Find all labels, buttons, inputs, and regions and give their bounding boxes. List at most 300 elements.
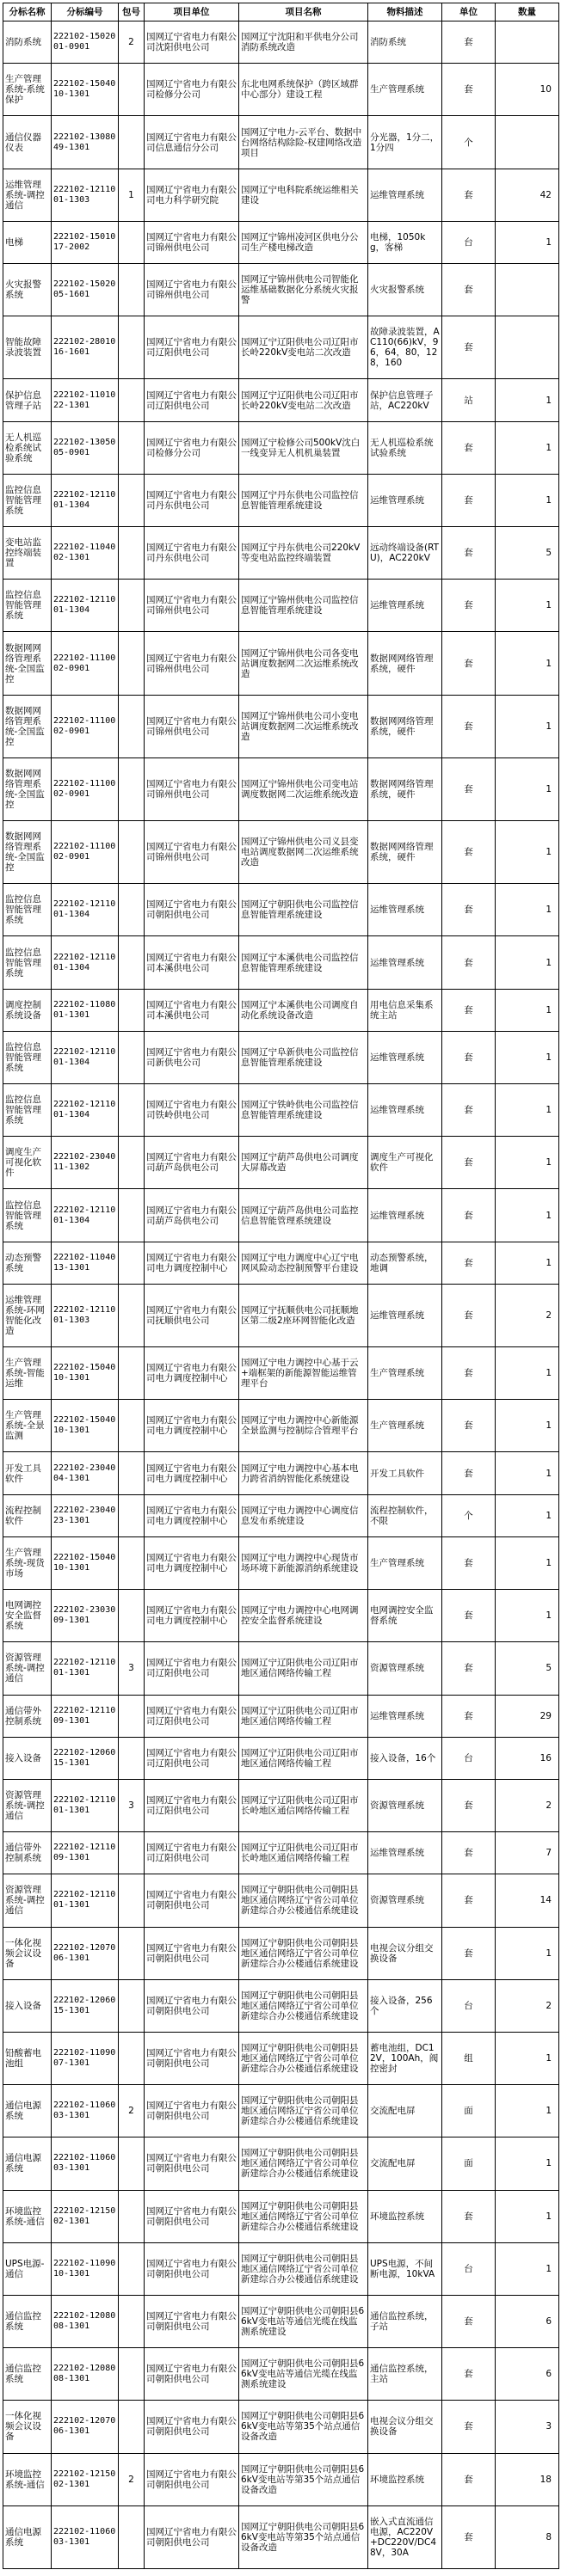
cell-subbid-code: 222102-1211001-1301 [52, 1642, 119, 1695]
cell-project-unit: 国网辽宁省电力有限公司电力调度控制中心 [145, 1242, 239, 1284]
cell-material-desc: 数据网网络管理系统，硬件 [368, 821, 442, 884]
cell-project-unit: 国网辽宁省电力有限公司锦州供电公司 [145, 580, 239, 632]
cell-project-name: 国网辽宁朝阳供电公司朝阳县66kV变电站等第35个站点通信设备改造 [239, 2401, 368, 2453]
cell-package [119, 580, 145, 632]
cell-project-name: 国网辽宁朝阳供电公司朝阳县地区通信网络辽宁省公司单位新建综合办公楼通信系统建设 [239, 2137, 368, 2190]
cell-subbid-name: 资源管理系统-调控通信 [3, 1874, 52, 1927]
cell-project-name: 国网辽宁辽阳供电公司辽阳市长岭地区通信网络传输工程 [239, 1779, 368, 1831]
cell-subbid-name: 一体化视频会议设备 [3, 2401, 52, 2453]
cell-package [119, 1031, 145, 1083]
cell-material-desc: 电梯，1050kg，客梯 [368, 221, 442, 263]
table-row [3, 884, 559, 936]
cell-package [119, 2190, 145, 2242]
cell-subbid-code: 222102-1211001-1301 [52, 1874, 119, 1927]
cell-quantity: 7 [496, 1832, 559, 1874]
cell-uom: 面 [442, 2085, 496, 2137]
cell-subbid-code: 222102-2304011-1302 [52, 1137, 119, 1189]
cell-project-name: 国网辽宁电力调控中心现货市场环境下新能源消纳系统建设 [239, 1536, 368, 1589]
cell-package [119, 695, 145, 757]
cell-project-name: 国网辽宁朝阳供电公司朝阳县地区通信网络辽宁省公司单位新建综合办公楼通信系统建设 [239, 1979, 368, 2032]
cell-subbid-name: 调度生产可视化软件 [3, 1137, 52, 1189]
cell-material-desc: 消防系统 [368, 21, 442, 64]
cell-material-desc: 资源管理系统 [368, 1874, 442, 1927]
cell-package [119, 2295, 145, 2347]
table-row [3, 379, 559, 421]
cell-material-desc: 数据网网络管理系统，硬件 [368, 632, 442, 695]
cell-quantity: 1 [496, 1452, 559, 1494]
cell-uom: 套 [442, 989, 496, 1031]
cell-package [119, 1590, 145, 1642]
cell-subbid-name: 通信监控系统 [3, 2295, 52, 2347]
table-row [3, 527, 559, 580]
cell-quantity: 18 [496, 2453, 559, 2505]
table-row [3, 1452, 559, 1494]
cell-subbid-code: 222102-1207006-1301 [52, 2401, 119, 2453]
col-header-quantity: 数量 [496, 3, 559, 21]
cell-subbid-name: 生产管理系统-现货市场 [3, 1536, 52, 1589]
cell-project-name: 国网辽宁辽阳供电公司辽阳市地区通信网络传输工程 [239, 1695, 368, 1737]
cell-quantity: 1 [496, 1590, 559, 1642]
cell-project-name: 国网辽宁电力调度中心辽宁电网风险动态控制预警平台建设 [239, 1242, 368, 1284]
cell-quantity: 1 [496, 1242, 559, 1284]
cell-material-desc: 生产管理系统 [368, 1347, 442, 1400]
cell-material-desc: 流程控制软件，不限 [368, 1494, 442, 1536]
cell-project-name: 国网辽宁葫芦岛供电公司监控信息智能管理系统建设 [239, 1189, 368, 1242]
cell-subbid-code: 222102-1211001-1304 [52, 884, 119, 936]
cell-subbid-code: 222102-1109007-1301 [52, 2032, 119, 2084]
cell-subbid-code: 222102-1504010-1301 [52, 1536, 119, 1589]
cell-package [119, 379, 145, 421]
table-row [3, 1642, 559, 1695]
cell-uom: 套 [442, 2190, 496, 2242]
cell-subbid-code: 222102-1206015-1301 [52, 1737, 119, 1779]
table-row [3, 695, 559, 757]
cell-uom: 套 [442, 1084, 496, 1137]
cell-subbid-name: 监控信息智能管理系统 [3, 936, 52, 989]
cell-project-unit: 国网辽宁省电力有限公司朝阳供电公司 [145, 2190, 239, 2242]
cell-package: 2 [119, 21, 145, 64]
cell-project-unit: 国网辽宁省电力有限公司葫芦岛供电公司 [145, 1137, 239, 1189]
cell-project-unit: 国网辽宁省电力有限公司辽阳供电公司 [145, 1737, 239, 1779]
table-row [3, 1031, 559, 1083]
table-row [3, 1979, 559, 2032]
cell-quantity [496, 264, 559, 316]
cell-subbid-code: 222102-1104013-1301 [52, 1242, 119, 1284]
cell-uom: 套 [442, 695, 496, 757]
table-row [3, 1536, 559, 1589]
cell-subbid-code: 222102-1208008-1301 [52, 2295, 119, 2347]
cell-project-name: 国网辽宁辽阳供电公司辽阳市长岭地区通信网络传输工程 [239, 1832, 368, 1874]
cell-subbid-name: 监控信息智能管理系统 [3, 884, 52, 936]
cell-package [119, 1452, 145, 1494]
cell-quantity: 1 [496, 1927, 559, 1979]
cell-project-name: 国网辽宁朝阳供电公司朝阳县66kV变电站等通信光缆在线监测系统建设 [239, 2348, 368, 2401]
cell-subbid-name: UPS电源-通信 [3, 2242, 52, 2295]
cell-material-desc: UPS电源，不间断电源，10kVA [368, 2242, 442, 2295]
cell-subbid-name: 监控信息智能管理系统 [3, 1031, 52, 1083]
cell-uom: 套 [442, 2453, 496, 2505]
cell-material-desc: 资源管理系统 [368, 1779, 442, 1831]
cell-material-desc: 运维管理系统 [368, 1832, 442, 1874]
cell-quantity: 1 [496, 1031, 559, 1083]
cell-material-desc: 运维管理系统 [368, 1189, 442, 1242]
cell-project-unit: 国网辽宁省电力有限公司朝阳供电公司 [145, 1979, 239, 2032]
cell-subbid-name: 铅酸蓄电池组 [3, 2032, 52, 2084]
cell-project-name: 国网辽宁朝阳供电公司朝阳县66kV变电站等第35个站点通信设备改造 [239, 2505, 368, 2568]
cell-uom: 面 [442, 2137, 496, 2190]
cell-project-name: 国网辽宁辽阳供电公司辽阳市长岭220kV变电站二次改造 [239, 316, 368, 379]
cell-uom: 套 [442, 884, 496, 936]
table-row [3, 1779, 559, 1831]
cell-quantity: 6 [496, 2348, 559, 2401]
cell-project-unit: 国网辽宁省电力有限公司辽阳供电公司 [145, 1642, 239, 1695]
table-row [3, 757, 559, 820]
cell-package [119, 1137, 145, 1189]
cell-material-desc: 嵌入式直流通信电源，AC220V+DC220V/DC48V，30A [368, 2505, 442, 2568]
cell-quantity: 1 [496, 757, 559, 820]
cell-subbid-name: 保护信息管理子站 [3, 379, 52, 421]
table-row [3, 2295, 559, 2347]
col-header-code: 分标编号 [52, 3, 119, 21]
cell-subbid-code: 222102-1504010-1301 [52, 1400, 119, 1452]
cell-package [119, 64, 145, 116]
material-table-sheet [3, 3, 558, 2569]
cell-subbid-name: 一体化视频会议设备 [3, 1927, 52, 1979]
cell-project-name: 国网辽宁朝阳供电公司朝阳县地区通信网络辽宁省公司单位新建综合办公楼通信系统建设 [239, 2085, 368, 2137]
cell-subbid-name: 通信电源系统 [3, 2085, 52, 2137]
cell-package [119, 1874, 145, 1927]
cell-project-name: 国网辽宁电力调控中心电网调控安全监督系统建设 [239, 1590, 368, 1642]
cell-subbid-name: 监控信息智能管理系统 [3, 1189, 52, 1242]
cell-subbid-name: 电梯 [3, 221, 52, 263]
cell-project-unit: 国网辽宁省电力有限公司电力调度控制中心 [145, 1452, 239, 1494]
cell-package [119, 2032, 145, 2084]
col-header-uom: 单位 [442, 3, 496, 21]
cell-project-unit: 国网辽宁省电力有限公司丹东供电公司 [145, 474, 239, 526]
cell-uom: 套 [442, 1242, 496, 1284]
cell-project-name: 国网辽宁辽阳供电公司辽阳市长岭220kV变电站二次改造 [239, 379, 368, 421]
cell-quantity: 1 [496, 421, 559, 474]
table-row [3, 116, 559, 169]
table-row [3, 169, 559, 221]
cell-material-desc: 电网调控安全监督系统 [368, 1590, 442, 1642]
cell-quantity: 14 [496, 1874, 559, 1927]
cell-material-desc: 分光器，1分二，1分四 [368, 116, 442, 169]
cell-project-unit: 国网辽宁省电力有限公司本溪供电公司 [145, 936, 239, 989]
cell-subbid-code: 222102-1211001-1301 [52, 1779, 119, 1831]
cell-quantity: 6 [496, 2295, 559, 2347]
cell-uom: 组 [442, 2032, 496, 2084]
cell-subbid-name: 资源管理系统-调控通信 [3, 1779, 52, 1831]
cell-subbid-name: 接入设备 [3, 1979, 52, 2032]
cell-subbid-name: 资源管理系统-调控通信 [3, 1642, 52, 1695]
table-row [3, 264, 559, 316]
cell-uom: 个 [442, 1494, 496, 1536]
table-body [3, 21, 559, 2569]
cell-subbid-code: 222102-1211001-1304 [52, 936, 119, 989]
cell-quantity: 1 [496, 2085, 559, 2137]
cell-project-name: 国网辽宁朝阳供电公司朝阳县66kV变电站等第35个站点通信设备改造 [239, 2453, 368, 2505]
cell-package [119, 936, 145, 989]
cell-project-name: 国网辽宁朝阳供电公司朝阳县地区通信网络辽宁省公司单位新建综合办公楼通信系统建设 [239, 2190, 368, 2242]
cell-package [119, 1832, 145, 1874]
cell-package [119, 1494, 145, 1536]
cell-subbid-code: 222102-1211001-1304 [52, 1084, 119, 1137]
cell-package [119, 1536, 145, 1589]
table-row [3, 2137, 559, 2190]
cell-project-unit: 国网辽宁省电力有限公司朝阳供电公司 [145, 2505, 239, 2568]
cell-package [119, 221, 145, 263]
cell-project-unit: 国网辽宁省电力有限公司朝阳供电公司 [145, 2085, 239, 2137]
cell-uom: 套 [442, 1927, 496, 1979]
cell-subbid-name: 通信仪器仪表 [3, 116, 52, 169]
cell-uom: 套 [442, 474, 496, 526]
cell-project-unit: 国网辽宁省电力有限公司本溪供电公司 [145, 989, 239, 1031]
cell-project-name: 国网辽宁丹东供电公司220kV等变电站监控终端装置 [239, 527, 368, 580]
cell-subbid-code: 222102-1211001-1304 [52, 474, 119, 526]
cell-package: 3 [119, 1642, 145, 1695]
cell-project-name: 国网辽宁电力调控中心调度信息发布系统建设 [239, 1494, 368, 1536]
cell-uom: 套 [442, 757, 496, 820]
table-row [3, 632, 559, 695]
table-row [3, 2190, 559, 2242]
cell-material-desc: 运维管理系统 [368, 884, 442, 936]
cell-quantity: 5 [496, 527, 559, 580]
cell-subbid-name: 数据网网络管理系统-全国监控 [3, 695, 52, 757]
cell-uom: 台 [442, 1979, 496, 2032]
cell-quantity: 2 [496, 1779, 559, 1831]
cell-project-unit: 国网辽宁省电力有限公司电力调度控制中心 [145, 1494, 239, 1536]
cell-uom: 套 [442, 1536, 496, 1589]
cell-quantity: 1 [496, 379, 559, 421]
cell-subbid-name: 电网调控安全监督系统 [3, 1590, 52, 1642]
cell-project-unit: 国网辽宁省电力有限公司电力调度控制中心 [145, 1400, 239, 1452]
cell-quantity: 1 [496, 580, 559, 632]
cell-project-unit: 国网辽宁省电力有限公司检修分公司 [145, 421, 239, 474]
cell-project-unit: 国网辽宁省电力有限公司锦州供电公司 [145, 695, 239, 757]
cell-package [119, 1189, 145, 1242]
cell-project-name: 国网辽宁朝阳供电公司朝阳县地区通信网络辽宁省公司单位新建综合办公楼通信系统建设 [239, 2032, 368, 2084]
cell-project-name: 国网辽宁锦州供电公司智能化运维基础数据化分系统火灾报警 [239, 264, 368, 316]
cell-quantity: 2 [496, 1284, 559, 1346]
cell-project-name: 国网辽宁辽阳供电公司辽阳市地区通信网络传输工程 [239, 1642, 368, 1695]
cell-subbid-name: 环境监控系统-通信 [3, 2453, 52, 2505]
cell-project-name: 东北电网系统保护（跨区域群中心部分）建设工程 [239, 64, 368, 116]
cell-project-name: 国网辽宁葫芦岛供电公司调度大屏幕改造 [239, 1137, 368, 1189]
cell-material-desc: 远动终端设备(RTU)，AC220kV [368, 527, 442, 580]
cell-quantity: 1 [496, 221, 559, 263]
cell-uom: 套 [442, 821, 496, 884]
cell-uom: 套 [442, 1452, 496, 1494]
cell-subbid-name: 运维管理系统-环网智能化改造 [3, 1284, 52, 1346]
cell-package [119, 2242, 145, 2295]
cell-quantity: 1 [496, 2032, 559, 2084]
cell-material-desc: 火灾报警系统 [368, 264, 442, 316]
cell-subbid-code: 222102-1110002-0901 [52, 695, 119, 757]
table-row [3, 21, 559, 64]
cell-quantity: 1 [496, 1189, 559, 1242]
cell-quantity: 3 [496, 2401, 559, 2453]
cell-uom: 套 [442, 421, 496, 474]
cell-quantity: 29 [496, 1695, 559, 1737]
cell-package [119, 2401, 145, 2453]
cell-project-name: 国网辽宁辽阳供电公司辽阳市地区通信网络传输工程 [239, 1737, 368, 1779]
cell-subbid-name: 接入设备 [3, 1737, 52, 1779]
cell-package [119, 2348, 145, 2401]
cell-subbid-code: 222102-1215002-1301 [52, 2453, 119, 2505]
cell-material-desc: 保护信息管理子站，AC220kV [368, 379, 442, 421]
cell-quantity: 1 [496, 1347, 559, 1400]
cell-material-desc: 资源管理系统 [368, 1642, 442, 1695]
cell-subbid-code: 222102-1110002-0901 [52, 821, 119, 884]
cell-package [119, 757, 145, 820]
cell-quantity: 16 [496, 1737, 559, 1779]
cell-subbid-code: 222102-1502001-0901 [52, 21, 119, 64]
cell-quantity: 5 [496, 1642, 559, 1695]
cell-project-name: 国网辽宁朝阳供电公司朝阳县地区通信网络辽宁省公司单位新建综合办公楼通信系统建设 [239, 2242, 368, 2295]
cell-package [119, 1347, 145, 1400]
cell-subbid-code: 222102-1211009-1301 [52, 1832, 119, 1874]
cell-package [119, 474, 145, 526]
cell-subbid-code: 222102-1211001-1303 [52, 169, 119, 221]
cell-project-name: 国网辽宁锦州供电公司义县变电站调度数据网二次运维系统改造 [239, 821, 368, 884]
cell-quantity: 1 [496, 2137, 559, 2190]
cell-project-unit: 国网辽宁省电力有限公司朝阳供电公司 [145, 2348, 239, 2401]
cell-package: 3 [119, 1779, 145, 1831]
cell-quantity: 1 [496, 1084, 559, 1137]
table-row [3, 2085, 559, 2137]
cell-uom: 套 [442, 1695, 496, 1737]
cell-uom: 套 [442, 580, 496, 632]
cell-uom: 套 [442, 1284, 496, 1346]
table-row [3, 2453, 559, 2505]
cell-subbid-code: 222102-1308049-1301 [52, 116, 119, 169]
cell-subbid-code: 222102-1211001-1304 [52, 1189, 119, 1242]
cell-subbid-name: 通信带外控制系统 [3, 1695, 52, 1737]
cell-material-desc: 交流配电屏 [368, 2137, 442, 2190]
cell-uom: 套 [442, 1590, 496, 1642]
cell-package [119, 1400, 145, 1452]
cell-uom: 台 [442, 1737, 496, 1779]
col-header-project: 项目名称 [239, 3, 368, 21]
cell-package [119, 632, 145, 695]
cell-uom: 套 [442, 1779, 496, 1831]
cell-project-name: 国网辽宁锦州供电公司变电站调度数据网二次运维系统改造 [239, 757, 368, 820]
cell-project-unit: 国网辽宁省电力有限公司新供电公司 [145, 1031, 239, 1083]
cell-subbid-code: 222102-1110002-0901 [52, 632, 119, 695]
cell-subbid-name: 火灾报警系统 [3, 264, 52, 316]
cell-subbid-name: 流程控制软件 [3, 1494, 52, 1536]
cell-project-name: 国网辽宁抚顺供电公司抚顺地区第二级2座环网智能化改造 [239, 1284, 368, 1346]
cell-subbid-name: 调度控制系统设备 [3, 989, 52, 1031]
cell-uom: 套 [442, 1031, 496, 1083]
cell-project-unit: 国网辽宁省电力有限公司辽阳供电公司 [145, 316, 239, 379]
table-row [3, 2348, 559, 2401]
cell-project-name: 国网辽宁朝阳供电公司监控信息智能管理系统建设 [239, 884, 368, 936]
table-row [3, 580, 559, 632]
cell-package [119, 1084, 145, 1137]
cell-subbid-name: 运维管理系统-调控通信 [3, 169, 52, 221]
cell-package [119, 989, 145, 1031]
table-row [3, 316, 559, 379]
table-row [3, 821, 559, 884]
cell-project-unit: 国网辽宁省电力有限公司朝阳供电公司 [145, 1874, 239, 1927]
cell-project-name: 国网辽宁阜新供电公司监控信息智能管理系统建设 [239, 1031, 368, 1083]
cell-material-desc: 无人机巡检系统试验系统 [368, 421, 442, 474]
cell-quantity: 1 [496, 1536, 559, 1589]
cell-subbid-name: 生产管理系统-系统保护 [3, 64, 52, 116]
cell-package [119, 821, 145, 884]
cell-uom: 套 [442, 2348, 496, 2401]
cell-subbid-name: 监控信息智能管理系统 [3, 580, 52, 632]
cell-material-desc: 接入设备，16个 [368, 1737, 442, 1779]
cell-project-unit: 国网辽宁省电力有限公司朝阳供电公司 [145, 2137, 239, 2190]
table-row [3, 2242, 559, 2295]
cell-subbid-code: 222102-1104002-1301 [52, 527, 119, 580]
cell-package: 1 [119, 169, 145, 221]
cell-project-unit: 国网辽宁省电力有限公司锦州供电公司 [145, 264, 239, 316]
cell-package [119, 1284, 145, 1346]
cell-uom: 套 [442, 1832, 496, 1874]
cell-uom: 套 [442, 936, 496, 989]
cell-uom: 套 [442, 2401, 496, 2453]
cell-material-desc: 数据网网络管理系统，硬件 [368, 757, 442, 820]
cell-package [119, 116, 145, 169]
cell-subbid-code: 222102-1110002-0901 [52, 757, 119, 820]
cell-quantity [496, 116, 559, 169]
cell-subbid-name: 通信电源系统 [3, 2505, 52, 2568]
cell-subbid-name: 开发工具软件 [3, 1452, 52, 1494]
cell-project-unit: 国网辽宁省电力有限公司丹东供电公司 [145, 527, 239, 580]
cell-project-name: 国网辽宁电力调控中心基本电力跨省消纳智能化系统建设 [239, 1452, 368, 1494]
cell-project-unit: 国网辽宁省电力有限公司沈阳供电公司 [145, 21, 239, 64]
cell-subbid-name: 数据网网络管理系统-全国监控 [3, 632, 52, 695]
table-row [3, 1347, 559, 1400]
cell-quantity: 1 [496, 1137, 559, 1189]
table-row [3, 1189, 559, 1242]
cell-project-name: 国网辽宁朝阳供电公司朝阳县地区通信网络辽宁省公司单位新建综合办公楼通信系统建设 [239, 1927, 368, 1979]
cell-uom: 套 [442, 264, 496, 316]
cell-quantity: 10 [496, 64, 559, 116]
cell-subbid-code: 222102-1504010-1301 [52, 1347, 119, 1400]
cell-material-desc: 蓄电池组，DC12V，100Ah，阀控密封 [368, 2032, 442, 2084]
cell-subbid-name: 监控信息智能管理系统 [3, 474, 52, 526]
cell-material-desc: 运维管理系统 [368, 1695, 442, 1737]
cell-material-desc: 动态预警系统，地调 [368, 1242, 442, 1284]
cell-quantity: 1 [496, 695, 559, 757]
cell-uom: 套 [442, 527, 496, 580]
cell-uom: 台 [442, 2242, 496, 2295]
cell-uom: 套 [442, 2295, 496, 2347]
cell-uom: 套 [442, 316, 496, 379]
cell-package: 2 [119, 2453, 145, 2505]
cell-subbid-code: 222102-1208008-1301 [52, 2348, 119, 2401]
cell-package [119, 1927, 145, 1979]
cell-subbid-code: 222102-1211001-1304 [52, 1031, 119, 1083]
cell-project-unit: 国网辽宁省电力有限公司锦州供电公司 [145, 221, 239, 263]
cell-quantity: 1 [496, 936, 559, 989]
cell-project-unit: 国网辽宁省电力有限公司锦州供电公司 [145, 632, 239, 695]
cell-material-desc: 环境监控系统 [368, 2453, 442, 2505]
cell-project-name: 国网辽宁锦州凌河区供电分公司生产楼电梯改造 [239, 221, 368, 263]
cell-material-desc: 通信监控系统，主站 [368, 2348, 442, 2401]
cell-package [119, 527, 145, 580]
cell-project-unit: 国网辽宁省电力有限公司电力科学研究院 [145, 169, 239, 221]
cell-project-unit: 国网辽宁省电力有限公司电力调度控制中心 [145, 1536, 239, 1589]
table-row [3, 1400, 559, 1452]
cell-subbid-code: 222102-1109010-1301 [52, 2242, 119, 2295]
cell-subbid-code: 222102-1108001-1301 [52, 989, 119, 1031]
